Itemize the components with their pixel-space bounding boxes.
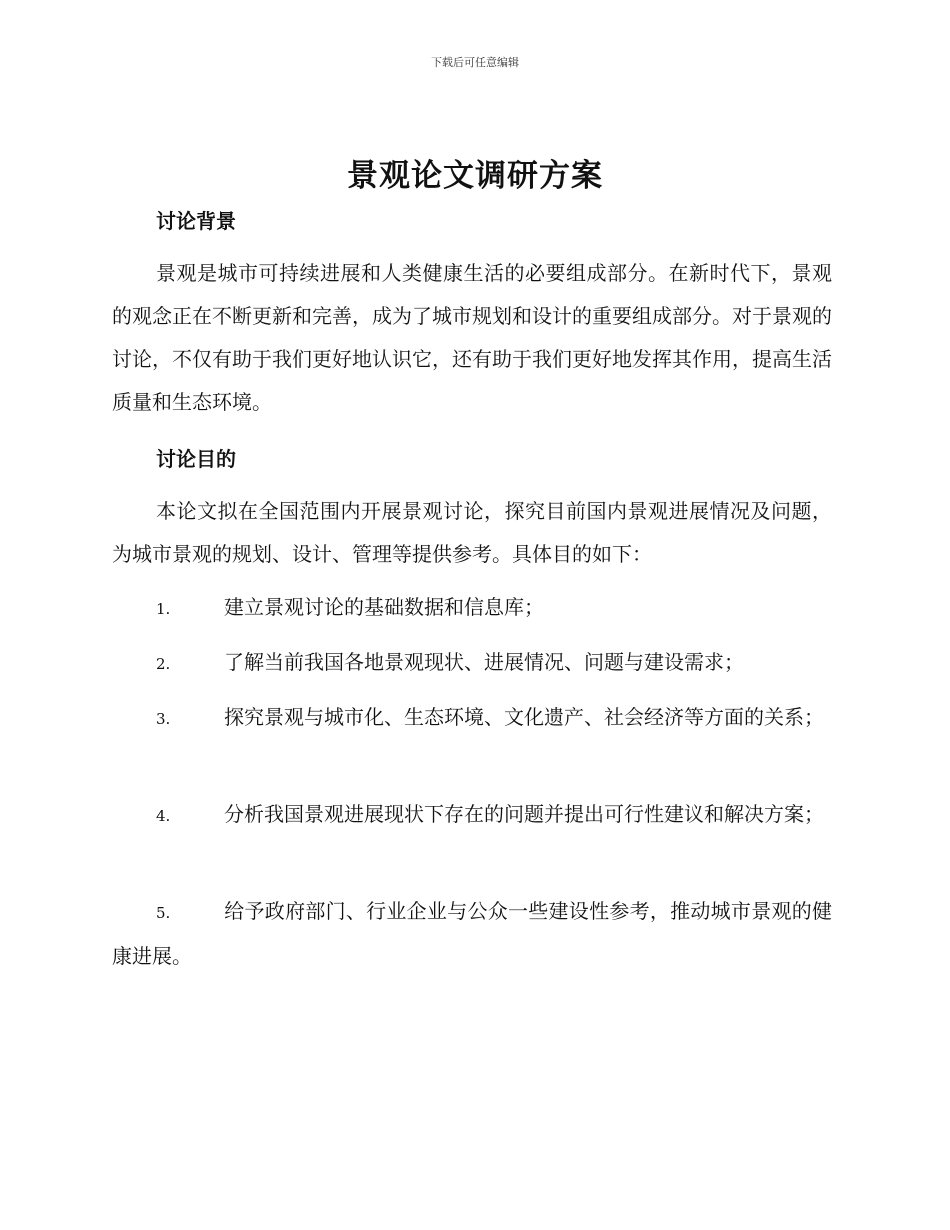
list-text: 建立景观讨论的基础数据和信息库；	[224, 595, 544, 619]
section-heading-purpose: 讨论目的	[156, 447, 236, 471]
list-number: 1.	[156, 600, 171, 618]
list-text: 探究景观与城市化、生态环境、文化遗产、社会经济等方面的关系；	[224, 705, 824, 729]
list-number: 3.	[156, 710, 171, 728]
document-title: 景观论文调研方案	[347, 158, 603, 194]
list-number: 4.	[156, 807, 171, 825]
paragraph-background: 景观是城市可持续进展和人类健康生活的必要组成部分。在新时代下，景观的观念正在不断更新和完善，成为了城市规划和设计的重要组成部分。对于景观的讨论，不仅有助于我们更好地认识它，还有助于我们更好地发挥其作用，提高生活质量和生态环境。	[112, 261, 832, 414]
list-number: 5.	[156, 904, 171, 922]
section-heading-background: 讨论背景	[156, 209, 236, 233]
list-item	[112, 890, 832, 978]
list-number: 2.	[156, 655, 171, 673]
list-item	[112, 793, 832, 838]
list-text: 分析我国景观进展现状下存在的问题并提出可行性建议和解决方案；	[224, 802, 824, 826]
list-text: 了解当前我国各地景观现状、进展情况、问题与建设需求；	[224, 650, 744, 674]
list-item	[112, 696, 832, 741]
list-text: 给予政府部门、行业企业与公众一些建设性参考，推动城市景观的健康进展。	[112, 899, 832, 968]
list-item	[112, 586, 832, 631]
paragraph-purpose: 本论文拟在全国范围内开展景观讨论，探究目前国内景观进展情况及问题，为城市景观的规划、设计、管理等提供参考。具体目的如下：	[112, 499, 832, 566]
page-header: 下载后可任意编辑	[431, 56, 519, 69]
list-item	[112, 641, 832, 686]
